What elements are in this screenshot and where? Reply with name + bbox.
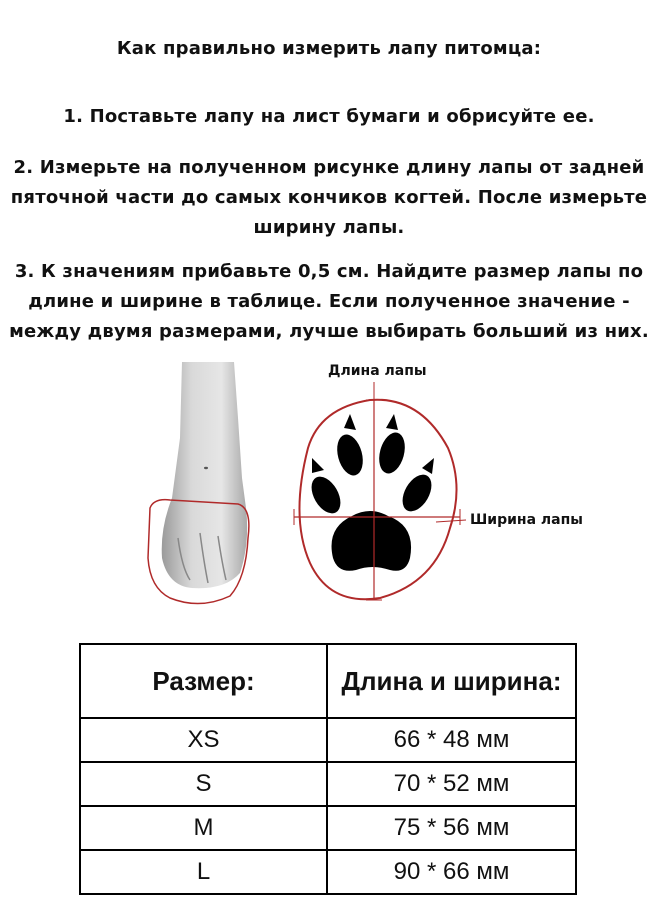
size-cell: L [80, 850, 327, 894]
table-row [80, 850, 576, 894]
size-cell: M [80, 806, 327, 850]
toe-pad [333, 432, 367, 479]
step-1: 1. Поставьте лапу на лист бумаги и обрисуйте ее. [63, 106, 595, 127]
table-row [80, 806, 576, 850]
claw [312, 458, 324, 473]
page-title: Как правильно измерить лапу питомца: [116, 38, 542, 59]
dog-leg-image [148, 362, 249, 604]
step-3 [0, 257, 658, 347]
toe-pad [306, 472, 347, 519]
size-cell: S [80, 762, 327, 806]
paw-print-diagram [294, 382, 466, 600]
table-row [80, 718, 576, 762]
dimension-cell: 75 * 56 мм [327, 806, 576, 850]
width-label: Ширина лапы [470, 512, 583, 528]
step-2 [0, 153, 658, 243]
header-size: Размер: [80, 644, 327, 718]
step-3-line: между двумя размерами, лучше выбирать больший из них. [9, 321, 649, 342]
dimension-cell: 70 * 52 мм [327, 762, 576, 806]
header-length-width: Длина и ширина: [327, 644, 576, 718]
main-pad [332, 511, 412, 571]
claw [386, 414, 398, 430]
dimension-cell: 90 * 66 мм [327, 850, 576, 894]
toe-pad [375, 430, 409, 477]
length-label: Длина лапы [328, 363, 427, 379]
size-cell: XS [80, 718, 327, 762]
table-header-row [80, 644, 576, 718]
step-2-line: пяточной части до самых кончиков когтей. После измерьте [10, 187, 648, 208]
step-3-line: 3. К значениям прибавьте 0,5 см. Найдите размер лапы по [14, 261, 644, 282]
table-row [80, 762, 576, 806]
paw-measurement-illustration [130, 358, 610, 618]
dimension-cell: 66 * 48 мм [327, 718, 576, 762]
toe-pad [397, 470, 438, 517]
claw [422, 458, 434, 474]
step-3-line: длине и ширине в таблице. Если полученное значение - [28, 291, 630, 312]
size-table [79, 643, 577, 895]
step-2-line: 2. Измерьте на полученном рисунке длину лапы от задней [13, 157, 645, 178]
claw [344, 414, 356, 430]
step-2-line: ширину лапы. [253, 217, 405, 238]
